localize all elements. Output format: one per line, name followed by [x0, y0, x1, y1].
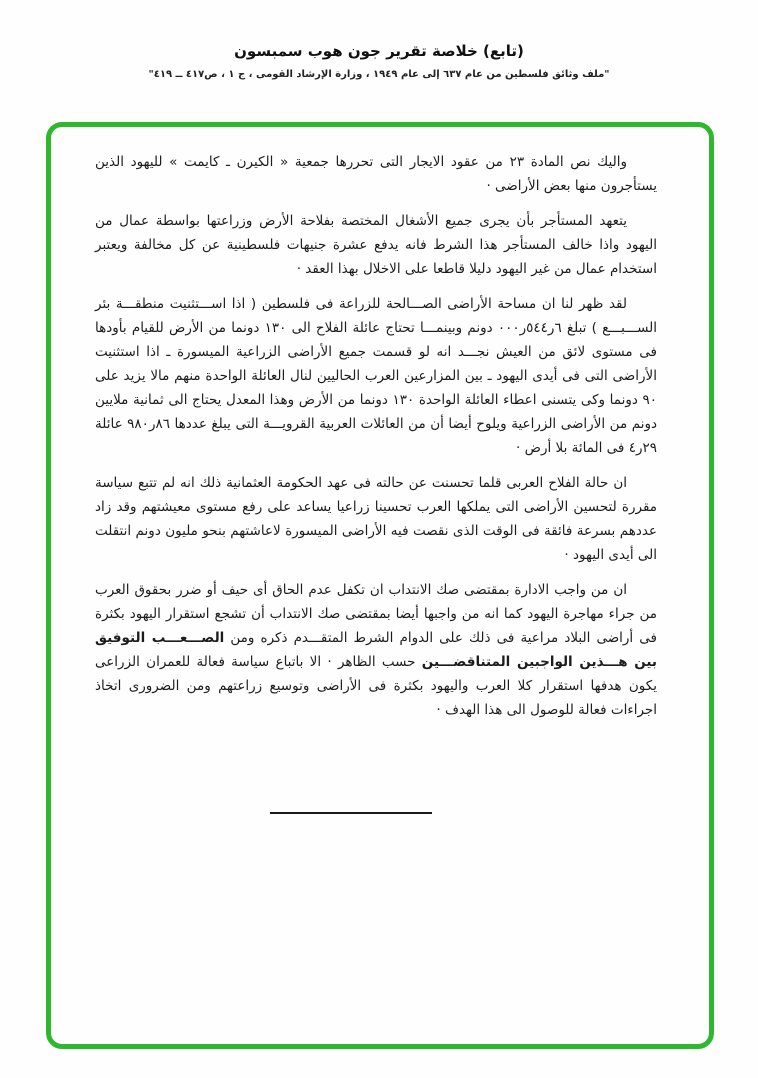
footnote-divider-line	[270, 812, 432, 814]
paragraph-1-text: واليك نص المادة ٢٣ من عقود الايجار التى تحررها جمعية « الكيرن ـ كايمت » لليهود الذين يستأجرون منها بعض الأراضى ·	[95, 154, 657, 194]
paragraph-3	[95, 292, 657, 460]
document-body-text	[95, 150, 657, 733]
paragraph-5-text-after: حسب الظاهر · الا باتباع سياسة فعالة للعمران الزراعى يكون هدفها استقرار كلا العرب واليهود بكثرة فى الأراضى وتوسيع زراعتهم ومن الضرورى اتخاذ اجراءات فعالة للوصول الى هذا الهدف ·	[95, 654, 657, 718]
paragraph-4	[95, 471, 657, 567]
page-title: (تابع) خلاصة تقرير جون هوب سمبسون	[234, 42, 524, 60]
paragraph-5	[95, 578, 657, 722]
paragraph-2	[95, 209, 657, 281]
paragraph-4-text: ان حالة الفلاح العربى قلما تحسنت عن حالته فى عهد الحكومة العثمانية ذلك انه لم تتبع سياسة مقررة لتحسين الأراضى التى يملكها العرب تحسينا زراعيا يساعد على رفع مستوى معيشتهم وقد زاد عددهم بسرعة فائقة فى الوقت الذى نقصت فيه الأراضى الميسورة لاعاشتهم بنحو مليون دونم انتقلت الى أيدى اليهود ·	[95, 475, 657, 563]
paragraph-1	[95, 150, 657, 198]
paragraph-2-text: يتعهد المستأجر بأن يجرى جميع الأشغال المختصة بفلاحة الأرض وزراعتها بواسطة عمال من اليهود واذا خالف المستأجر هذا الشرط فانه يدفع عشرة جنيهات فلسطينية عن كل مخالفة ويعتبر استخدام عمال من غير اليهود دليلا قاطعا على الاخلال بهذا العقد ·	[95, 213, 657, 277]
document-header	[0, 42, 758, 80]
source-citation-line: "ملف وثائق فلسطين من عام ٦٣٧ إلى عام ١٩٤٩ ، وزارة الإرشاد القومى ، ج ١ ، ص٤١٧ ــ ٤١٩"	[148, 69, 610, 80]
paragraph-3-text: لقد ظهر لنا ان مساحة الأراضى الصـــالحة للزراعة فى فلسطين ( اذا اســـتثنيت منطقـــة بئر الســـبـــع ) تبلغ ٦ر٥٤٤ر٠٠٠ دونم وبينمـــا تحتاج عائلة الفلاح الى ١٣٠ دونما من الأرض للقيام بأودها فى مستوى لائق من العيش نجـــد انه لو قسمت جميع الأراضى الزراعية الميسورة ـ اذا استثنيت الأراضى التى فى أيدى اليهود ـ بين المزارعين العرب الحاليين لنال العائلة الواحدة منهم مالا يزيد على ٩٠ دونما وكى يتسنى اعطاء العائلة الواحدة ١٣٠ دونما من الأرض وهذا المعدل يحتاج الى ثمانية ملايين دونم من الأراضى الزراعية ويلوح أيضا أن من العائلات العربية القرويـــة التى يبلغ عددها ٨٦ر٩٨٠ عائلة ٢٩ر٤ فى المائة بلا أرض ·	[95, 296, 657, 456]
paragraph-5-text-before: ان من واجب الادارة بمقتضى صك الانتداب ان تكفل عدم الحاق أى حيف أو ضرر بحقوق العرب من جراء مهاجرة اليهود كما انه من واجبها أيضا بمقتضى صك الانتداب أن تشجع استقرار اليهود بكثرة فى أراضى البلاد مراعية فى ذلك على الدوام الشرط المتقـــدم ذكره ومن	[95, 582, 657, 646]
paragraph-5-bold-phrase: الصـــعـــب التوفيق بين هـــذين الواجبين المتناقضـــين	[95, 630, 657, 670]
